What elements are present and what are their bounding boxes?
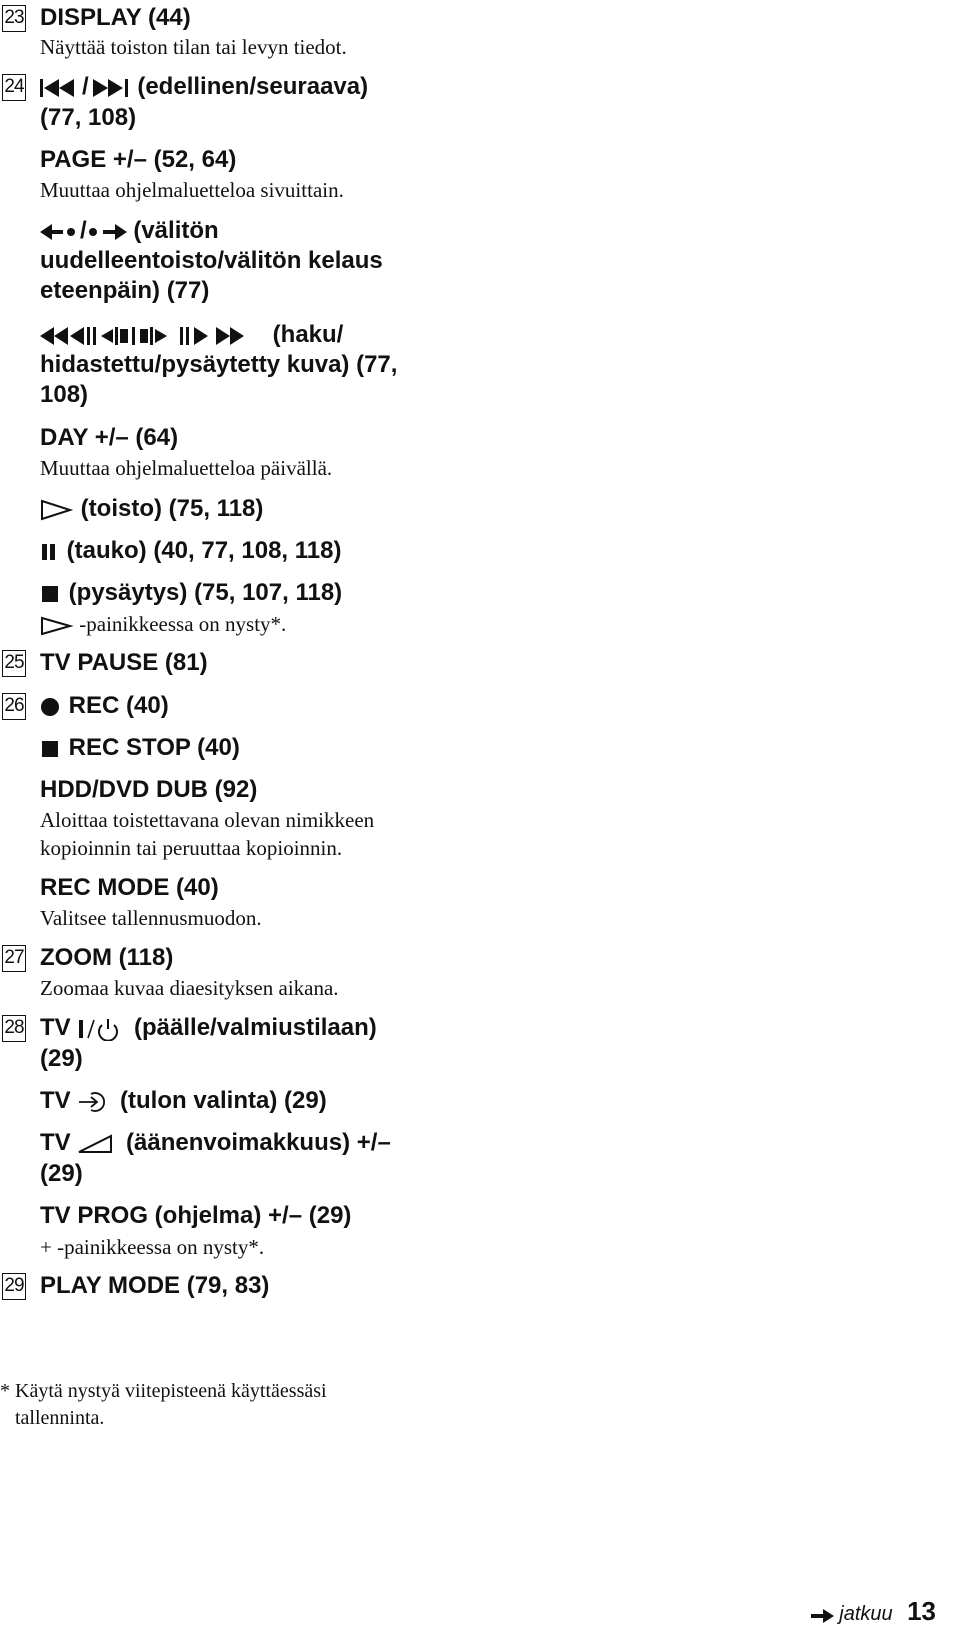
item-title-prefix: TV xyxy=(40,1087,71,1114)
item-title: (äänenvoimakkuus) +/– xyxy=(126,1129,391,1156)
item-title: (pysäytys) (75, 107, 118) xyxy=(68,579,343,606)
item-title: (välitön xyxy=(133,217,219,244)
item-title-line: uudelleentoisto/välitön kelaus xyxy=(40,247,383,274)
item-description: Valitsee tallennusmuodon. xyxy=(40,906,262,930)
item-title: (tulon valinta) (29) xyxy=(120,1087,327,1114)
item-title-line: (29) xyxy=(40,1045,83,1072)
item-title-row xyxy=(40,1127,391,1158)
item-title-row xyxy=(40,577,342,608)
page-footer xyxy=(811,1596,936,1627)
item-title: DAY +/– (64) xyxy=(40,424,179,451)
item-description: Muuttaa ohjelmaluetteloa päivällä. xyxy=(40,456,333,480)
item-title: (haku/ xyxy=(272,321,344,348)
next-track-icon xyxy=(89,77,131,99)
item-number-box: 25 xyxy=(2,650,26,677)
instant-replay-icon xyxy=(40,222,80,242)
item-title-prefix: TV xyxy=(40,1014,71,1041)
item-description: Aloittaa toistettavana olevan nimikkeen xyxy=(40,808,375,832)
item-title: REC (40) xyxy=(68,692,169,719)
item-title: PAGE +/– (52, 64) xyxy=(40,146,237,173)
volume-icon xyxy=(77,1132,119,1156)
item-title-row xyxy=(40,732,240,763)
item-title: TV PAUSE (81) xyxy=(40,649,208,676)
item-title: DISPLAY (44) xyxy=(40,4,191,31)
item-title-row: / (edellinen/seuraava) xyxy=(40,71,368,102)
footnote-line: tallenninta. xyxy=(15,1407,105,1429)
footnote-line: * Käytä nystyä viitepisteenä käyttäessäsi xyxy=(0,1380,327,1402)
input-select-icon xyxy=(77,1090,113,1114)
item-title: TV PROG (ohjelma) +/– (29) xyxy=(40,1202,352,1229)
pause-icon xyxy=(40,541,60,563)
item-number-box: 29 xyxy=(2,1273,26,1300)
item-description-row xyxy=(40,610,286,638)
item-description-line: kopioinnin tai peruuttaa kopioinnin. xyxy=(40,836,343,860)
item-title: REC MODE (40) xyxy=(40,874,219,901)
prev-track-icon xyxy=(40,77,82,99)
item-number-box: 24 xyxy=(2,74,26,101)
play-icon xyxy=(40,499,74,521)
item-title-row xyxy=(40,535,341,566)
item-number-box: 26 xyxy=(2,693,26,720)
footnote xyxy=(0,1378,327,1432)
instant-advance-icon xyxy=(87,222,127,242)
item-title-row xyxy=(40,1012,377,1043)
item-description: Näyttää toiston tilan tai levyn tiedot. xyxy=(40,35,347,59)
item-title: (edellinen/seuraava) xyxy=(137,73,369,100)
item-number-box: 28 xyxy=(2,1015,26,1042)
stop-icon xyxy=(40,583,62,605)
item-number-box: 27 xyxy=(2,945,26,972)
item-description: Zoomaa kuvaa diaesityksen aikana. xyxy=(40,976,339,1000)
item-title: REC STOP (40) xyxy=(68,734,240,761)
item-number-box: 23 xyxy=(2,5,26,32)
continued-label: jatkuu xyxy=(839,1603,893,1625)
search-slow-pause-icons xyxy=(40,325,266,347)
item-description: Muuttaa ohjelmaluetteloa sivuittain. xyxy=(40,178,344,202)
item-title: (tauko) (40, 77, 108, 118) xyxy=(66,537,342,564)
item-title-row xyxy=(40,319,343,350)
item-title-row: / (välitön xyxy=(40,215,219,246)
power-icon xyxy=(77,1017,127,1041)
item-description: + -painikkeessa on nysty*. xyxy=(40,1235,265,1259)
item-title: PLAY MODE (79, 83) xyxy=(40,1272,270,1299)
stop-icon xyxy=(40,738,62,760)
page-number: 13 xyxy=(907,1596,936,1626)
item-title: (päälle/valmiustilaan) xyxy=(134,1014,377,1041)
item-title-line: (77, 108) xyxy=(40,104,137,131)
item-title: HDD/DVD DUB (92) xyxy=(40,776,258,803)
continued-arrow-icon xyxy=(811,1608,835,1624)
item-title-row xyxy=(40,1085,327,1116)
item-title-prefix: TV xyxy=(40,1129,71,1156)
item-title: (toisto) (75, 118) xyxy=(80,495,264,522)
item-title-row xyxy=(40,690,169,721)
item-title-line: hidastettu/pysäytetty kuva) (77, xyxy=(40,351,398,378)
play-icon xyxy=(40,616,74,636)
item-title: ZOOM (118) xyxy=(40,944,174,971)
record-dot-icon xyxy=(40,696,62,718)
item-title-row xyxy=(40,493,263,524)
item-title-line: (29) xyxy=(40,1160,83,1187)
item-title-line: 108) xyxy=(40,381,89,408)
item-title-line: eteenpäin) (77) xyxy=(40,277,210,304)
item-description: -painikkeessa on nysty*. xyxy=(79,612,287,636)
